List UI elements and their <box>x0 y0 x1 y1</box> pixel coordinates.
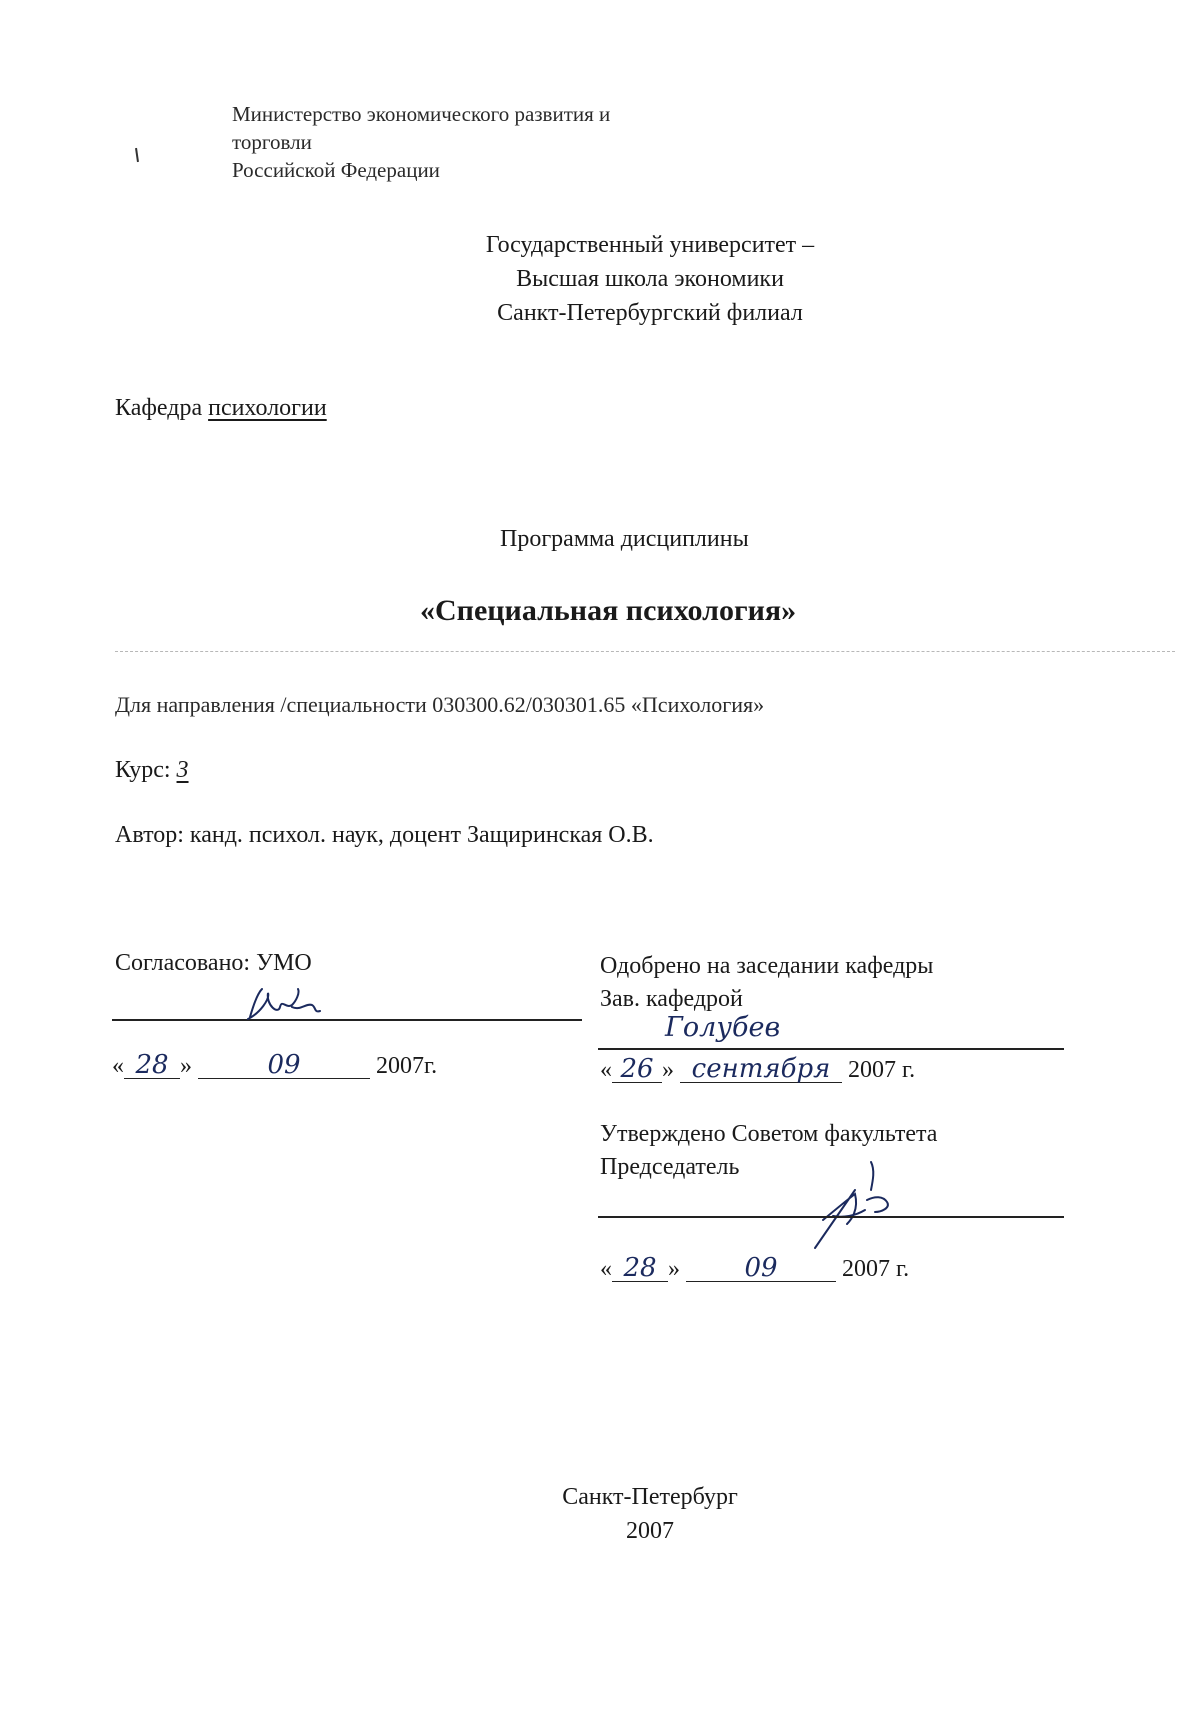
council-approval-line-2: Председатель <box>600 1154 740 1180</box>
footer-year: 2007 <box>626 1518 674 1544</box>
umo-date <box>112 1052 437 1080</box>
umo-approval-label: Согласовано: УМО <box>115 950 312 976</box>
department-date-close-quote: » <box>662 1057 674 1083</box>
umo-signature <box>240 985 340 1025</box>
council-date-day: 28 <box>612 1255 668 1282</box>
university-header <box>400 228 900 330</box>
department-date-year: 2007 г. <box>848 1057 916 1083</box>
divider <box>115 651 1175 653</box>
program-title: «Специальная психология» <box>420 594 797 627</box>
council-date <box>600 1255 909 1283</box>
department-name: психологии <box>208 395 327 421</box>
university-line-3: Санкт-Петербургский филиал <box>497 300 803 326</box>
council-approval-line-1: Утверждено Советом факультета <box>600 1121 938 1147</box>
course-value: 3 <box>176 757 189 783</box>
umo-date-month: 09 <box>198 1052 370 1079</box>
department-approval-line-2: Зав. кафедрой <box>600 986 743 1012</box>
department-signature-line <box>598 1048 1064 1050</box>
footer-city: Санкт-Петербург <box>562 1484 738 1510</box>
department-head-signature: Голубев <box>665 1012 781 1043</box>
ministry-line-3: Российской Федерации <box>232 158 440 182</box>
umo-date-open-quote: « <box>112 1053 124 1079</box>
ministry-header <box>232 100 610 184</box>
author-line: Автор: канд. психол. наук, доцент Защиринская О.В. <box>115 822 654 848</box>
council-signature-line <box>598 1216 1064 1218</box>
department-prefix: Кафедра <box>115 395 209 421</box>
umo-signature-line <box>112 1019 582 1021</box>
course-label: Курс: <box>115 757 177 783</box>
umo-date-year: 2007г. <box>376 1053 438 1079</box>
council-chair-signature <box>795 1160 915 1250</box>
umo-date-close-quote: » <box>180 1053 192 1079</box>
council-date-open-quote: « <box>600 1256 612 1282</box>
department-approval <box>600 950 933 1016</box>
council-date-year: 2007 г. <box>842 1256 910 1282</box>
direction-line: Для направления /специальности 030300.62/030301.65 «Психология» <box>115 692 765 717</box>
department-date-day: 26 <box>612 1056 662 1083</box>
department-line <box>115 395 327 422</box>
university-line-2: Высшая школа экономики <box>516 266 784 292</box>
umo-date-day: 28 <box>124 1052 180 1079</box>
footer <box>500 1480 800 1548</box>
council-date-month: 09 <box>686 1255 836 1282</box>
course-line <box>115 757 189 784</box>
department-date-open-quote: « <box>600 1057 612 1083</box>
university-line-1: Государственный университет – <box>485 232 815 258</box>
ministry-line-1: Министерство экономического развития и <box>232 102 611 126</box>
department-date <box>600 1056 915 1084</box>
program-label: Программа дисциплины <box>500 526 749 552</box>
council-date-close-quote: » <box>668 1256 680 1282</box>
department-date-month: сентября <box>680 1056 842 1083</box>
scan-mark <box>135 148 139 162</box>
department-approval-line-1: Одобрено на заседании кафедры <box>600 953 934 979</box>
ministry-line-2: торговли <box>232 130 312 154</box>
